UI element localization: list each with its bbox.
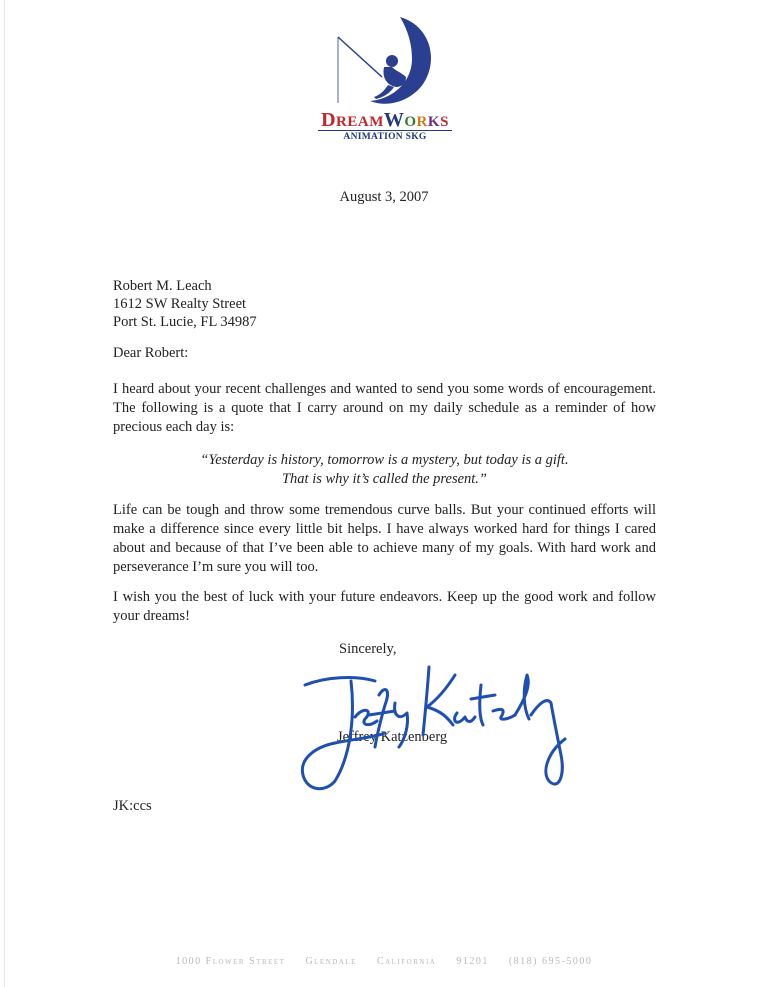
footer-street: 1000 Flower Street — [175, 956, 286, 967]
footer-zip: 91201 — [456, 956, 489, 967]
recipient-address — [113, 277, 257, 331]
recipient-street: 1612 SW Realty Street — [113, 296, 247, 312]
handwritten-signature — [295, 655, 595, 795]
footer-phone: (818) 695-5000 — [508, 956, 593, 967]
quote-block — [113, 451, 656, 489]
quote-line-1: “Yesterday is history, tomorrow is a mystery, but today is a gift. — [200, 452, 569, 468]
logo-subtitle: ANIMATION SKG — [300, 132, 470, 142]
logo-wordmark: DREAMWORKS — [321, 109, 449, 131]
moon-boy-fishing-icon — [330, 15, 440, 110]
letter-date: August 3, 2007 — [339, 189, 429, 205]
recipient-name: Robert M. Leach — [113, 278, 212, 294]
recipient-city: Port St. Lucie, FL 34987 — [113, 314, 257, 330]
paragraph-1: I heard about your recent challenges and wanted to send you some words of encouragement. The following is a quote that I carry around on my daily schedule as a reminder of how precious each day is: — [113, 381, 656, 435]
dreamworks-logo — [300, 15, 470, 142]
signer-name: Jeffrey Katzenberg — [337, 729, 448, 745]
paragraph-3: I wish you the best of luck with your future endeavors. Keep up the good work and follow your dreams! — [113, 589, 656, 624]
closing: Sincerely, — [339, 641, 397, 657]
page-edge — [4, 0, 5, 987]
footer-city: Glendale — [305, 956, 357, 967]
letterhead-footer — [0, 956, 768, 967]
quote-line-2: That is why it’s called the present.” — [281, 471, 487, 487]
footer-state: California — [376, 956, 437, 967]
typist-initials: JK:ccs — [113, 798, 152, 814]
salutation: Dear Robert: — [113, 345, 189, 361]
paragraph-2: Life can be tough and throw some tremendous curve balls. But your continued efforts will make a difference since every little bit helps. I have always worked hard for things I cared about and because of that I’ve been able to achieve many of my goals. With hard work and perseverance I’m sure you will too. — [113, 502, 656, 575]
